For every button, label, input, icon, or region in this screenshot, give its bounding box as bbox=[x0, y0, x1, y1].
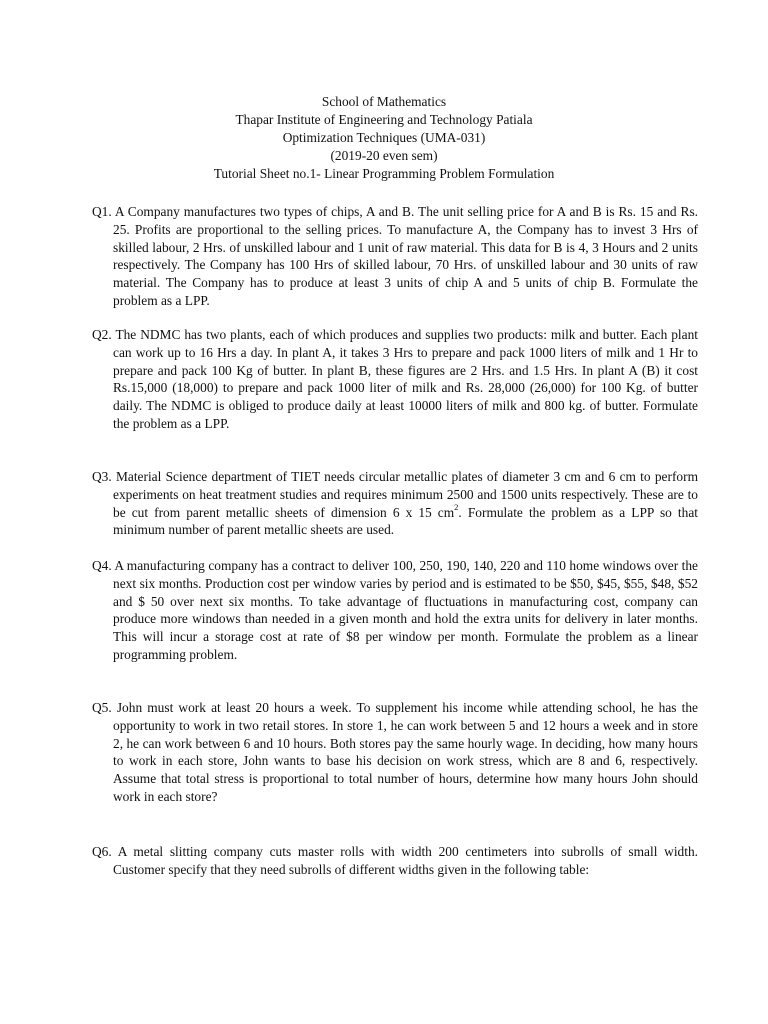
question-text-continued: . Formulate the problem as a LPP so that minimum number of parent metallic sheets are used. bbox=[113, 504, 698, 538]
question-3 bbox=[92, 468, 698, 539]
question-6 bbox=[92, 843, 698, 879]
question-2 bbox=[92, 326, 698, 433]
question-text: A manufacturing company has a contract to deliver 100, 250, 190, 140, 220 and 110 home windows over the next six months. Production cost per window varies by period and is estimated to be $50, $45, $55, $48, $52 and $ 50 over next six months. To take advantage of fluctuations in manufacturing cost, company can produce more windows than needed in a given month and hold the extra units for delivery in later months. This will incur a storage cost at rate of $8 per window per month. Formulate the problem as a linear programming problem. bbox=[113, 558, 698, 662]
question-label: Q2. bbox=[92, 327, 112, 342]
question-label: Q1. bbox=[92, 204, 112, 219]
question-5 bbox=[92, 699, 698, 806]
superscript: 2 bbox=[454, 502, 459, 513]
question-label: Q4. bbox=[92, 558, 112, 573]
semester-label: (2019-20 even sem) bbox=[330, 148, 438, 163]
question-text: The NDMC has two plants, each of which produces and supplies two products: milk and butter. Each plant can work up to 16 Hrs a day. In plant A, it takes 3 Hrs to prepare and pack 1000 liters of milk and 1 Hr to prepare and pack 100 Kg of butter. In plant B, these figures are 2 Hrs. and 1.5 Hrs. In plant A (B) it cost Rs.15,000 (18,000) to prepare and pack 1000 liter of milk and Rs. 28,000 (26,000) for 100 Kg. of butter daily. The NDMC is obliged to produce daily at least 10000 liters of milk and 800 kg. of butter. Formulate the problem as a LPP. bbox=[113, 327, 698, 431]
institute-name: Thapar Institute of Engineering and Technology Patiala bbox=[235, 112, 533, 127]
question-label: Q5. bbox=[92, 700, 112, 715]
question-1 bbox=[92, 203, 698, 310]
school-name: School of Mathematics bbox=[321, 94, 447, 109]
question-text: John must work at least 20 hours a week. To supplement his income while attending school, he has the opportunity to work in two retail stores. In store 1, he can work between 5 and 12 hours a week and in store 2, he can work between 6 and 10 hours. Both stores pay the same hourly wage. In deciding, how many hours to work in each store, John wants to base his decision on work stress, which are 8 and 6, respectively. Assume that total stress is proportional to total number of hours, determine how many hours John should work in each store? bbox=[113, 700, 698, 804]
course-title: Optimization Techniques (UMA-031) bbox=[282, 130, 486, 145]
question-label: Q6. bbox=[92, 844, 112, 859]
question-4 bbox=[92, 557, 698, 664]
question-text: A Company manufactures two types of chips, A and B. The unit selling price for A and B is Rs. 15 and Rs. 25. Profits are proportional to the selling prices. To manufacture A, the Company has to invest 3 Hrs of skilled labour, 2 Hrs. of unskilled labour and 1 unit of raw material. This data for B is 4, 3 Hours and 2 units respectively. The Company has 100 Hrs of skilled labour, 70 Hrs. of unskilled labour and 30 units of raw material. The Company has to produce at least 3 units of chip A and 5 units of chip B. Formulate the problem as a LPP. bbox=[113, 204, 698, 308]
document-header bbox=[0, 93, 768, 183]
question-text: Material Science department of TIET needs circular metallic plates of diameter 3 cm and 6 cm to perform experiments on heat treatment studies and requires minimum 2500 and 1500 units respectively. These are to be cut from parent metallic sheets of dimension 6 x 15 cm bbox=[113, 469, 698, 520]
sheet-title: Tutorial Sheet no.1- Linear Programming Problem Formulation bbox=[213, 166, 555, 181]
question-label: Q3. bbox=[92, 469, 112, 484]
question-text: A metal slitting company cuts master rolls with width 200 centimeters into subrolls of small width. Customer specify that they need subrolls of different widths given in the following table: bbox=[113, 844, 698, 877]
